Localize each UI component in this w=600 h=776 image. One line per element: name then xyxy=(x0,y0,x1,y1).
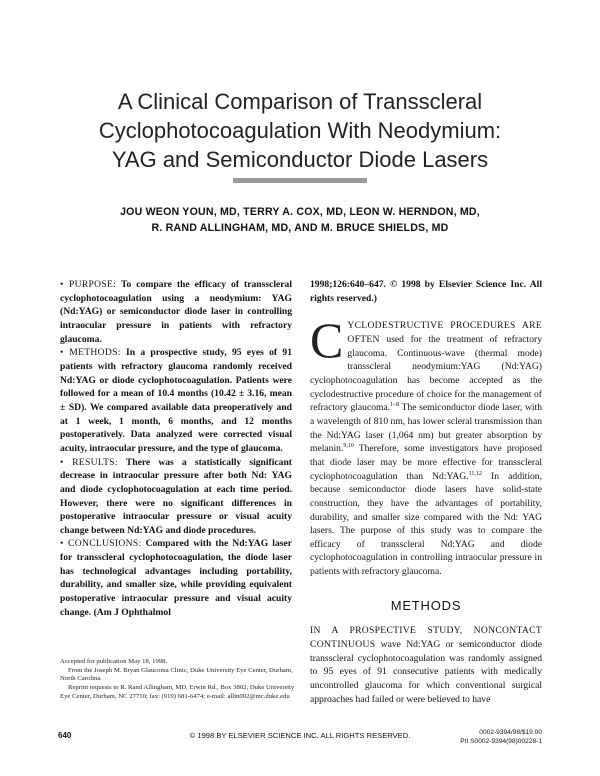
purpose-text: To compare the efficacy of transscleral cyclophotocoagulation using a neodymium: YAG (Nd:YAG) or semiconductor diode laser in controlling intraocular pressure in patients with refractory glaucoma. xyxy=(60,279,292,345)
article-identifiers xyxy=(430,728,542,746)
methods-paragraph xyxy=(310,624,542,706)
pii-code: PII S0002-9394(98)00228-1 xyxy=(460,738,542,745)
reference-marker: 11,12 xyxy=(468,470,482,477)
intro-text: In addition, because semiconductor diode lasers have solid-state construction, they have the advantages of portability, durability, and smaller size compared with the Nd: YAG lasers. The purpose of this study was to compare the efficacy of transscleral Nd:YAG and diode cyclophotocoagulation in controlling intraocular pressure in patients with refractory glaucoma. xyxy=(310,470,542,578)
title-line: A Clinical Comparison of Transscleral xyxy=(117,88,483,114)
copyright-notice: © 1998 BY ELSEVIER SCIENCE INC. ALL RIGHTS RESERVED. xyxy=(189,731,411,740)
author-line: R. RAND ALLINGHAM, MD, AND M. BRUCE SHIELDS, MD xyxy=(151,221,449,234)
conclusions-label: • CONCLUSIONS: xyxy=(60,538,142,550)
intro-text: used for the treatment of refractory glaucoma. Continuous-wave (thermal mode) transscleral neodymium:YAG (Nd:YAG) cyclophotocoagulation has become accepted as the cyclodestructive procedure of choice for the management of refractory glaucoma. xyxy=(310,333,542,414)
abstract-methods xyxy=(60,346,292,455)
issn-code: 0002-9394/98/$19.00 xyxy=(479,729,542,736)
author-list xyxy=(60,205,540,236)
drop-cap: C xyxy=(310,312,344,369)
intro-text: The semiconductor diode laser, with a wavelength of 810 nm, has lower scleral transmission than the Nd:YAG laser (1,064 nm) but greater absorption by melanin. xyxy=(310,402,542,455)
reference-marker: 9,10 xyxy=(343,443,354,450)
intro-lead-in: YCLODESTRUCTIVE PROCEDURES ARE OFTEN xyxy=(347,320,542,345)
article-title xyxy=(40,87,560,174)
methods-label: • METHODS: xyxy=(60,347,121,359)
title-divider xyxy=(233,178,367,183)
reference-marker: 1–8 xyxy=(390,402,400,409)
results-label: • RESULTS: xyxy=(60,456,118,468)
purpose-label: • PURPOSE: xyxy=(60,279,117,290)
introduction-paragraph xyxy=(310,312,542,578)
intro-text: Therefore, some investigators have proposed that diode laser may be more effective for transscleral cyclophotocoagulation than Nd:YAG. xyxy=(310,443,542,482)
footnote-affiliation: From the Joseph M. Bryan Glaucoma Clinic, Duke University Eye Center, Durham, North Carolina. xyxy=(60,666,293,683)
abstract-purpose xyxy=(60,278,292,346)
journal-citation: 1998;126:640–647. © 1998 by Elsevier Science Inc. All rights reserved.) xyxy=(310,279,542,304)
methods-body-text: wave Nd:YAG or semiconductor diode transscleral cyclophotocoagulation was randomly assigned to 95 eyes of 91 consecutive patients with medically uncontrolled glaucoma for which conventional surgical approaches had failed or were believed to have xyxy=(310,639,542,705)
methods-lead-in: IN A PROSPECTIVE STUDY, NONCONTACT CONTINUOUS xyxy=(310,625,542,651)
footnote-accepted: Accepted for publication May 18, 1998. xyxy=(60,658,168,665)
footnote-reprint: Reprint requests to R. Rand Allingham, MD, Erwin Rd., Box 3802, Duke University Eye Center, Durham, NC 27710; fax: (919) 681-6474; e-mail: allin002@mc.duke.edu xyxy=(60,684,295,700)
page-number: 640 xyxy=(58,731,72,740)
title-line: Cyclophotocoagulation With Neodymium: xyxy=(98,117,502,143)
author-line: JOU WEON YOUN, MD, TERRY A. COX, MD, LEON W. HERNDON, MD, xyxy=(120,206,480,218)
abstract-conclusions xyxy=(60,537,292,619)
footnotes xyxy=(60,658,296,702)
title-line: YAG and Semiconductor Diode Lasers xyxy=(111,146,489,172)
abstract-results xyxy=(60,456,292,538)
results-text: There was a statistically significant decrease in intraocular pressure after both Nd: YAG and diode cyclophotocoagulation at each time period. However, there were no significant differences in postoperative intraocular pressure or visual acuity change between Nd:YAG and diode procedures. xyxy=(60,456,293,536)
abstract xyxy=(60,278,292,619)
conclusions-text: Compared with the Nd:YAG laser for transscleral cyclophotocoagulation, the diode laser has technological advantages including portability, durability, and smaller size, while providing equivalent postoperative intraocular pressure and visual acuity change. (Am J Ophthalmol xyxy=(60,538,292,618)
methods-text: In a prospective study, 95 eyes of 91 patients with refractory glaucoma randomly received Nd:YAG or diode cyclophotocoagulation. Patients were followed for a mean of 10.4 months (10.42 ± 3.16, mean ± SD). We compared available data preoperatively and at 1 week, 1 month, 6 months, and 12 months postoperatively. Data analyzed were corrected visual acuity, intraocular pressure, and the type of glaucoma. xyxy=(60,347,293,454)
methods-heading: METHODS xyxy=(390,597,462,613)
body-column-right xyxy=(310,278,542,706)
